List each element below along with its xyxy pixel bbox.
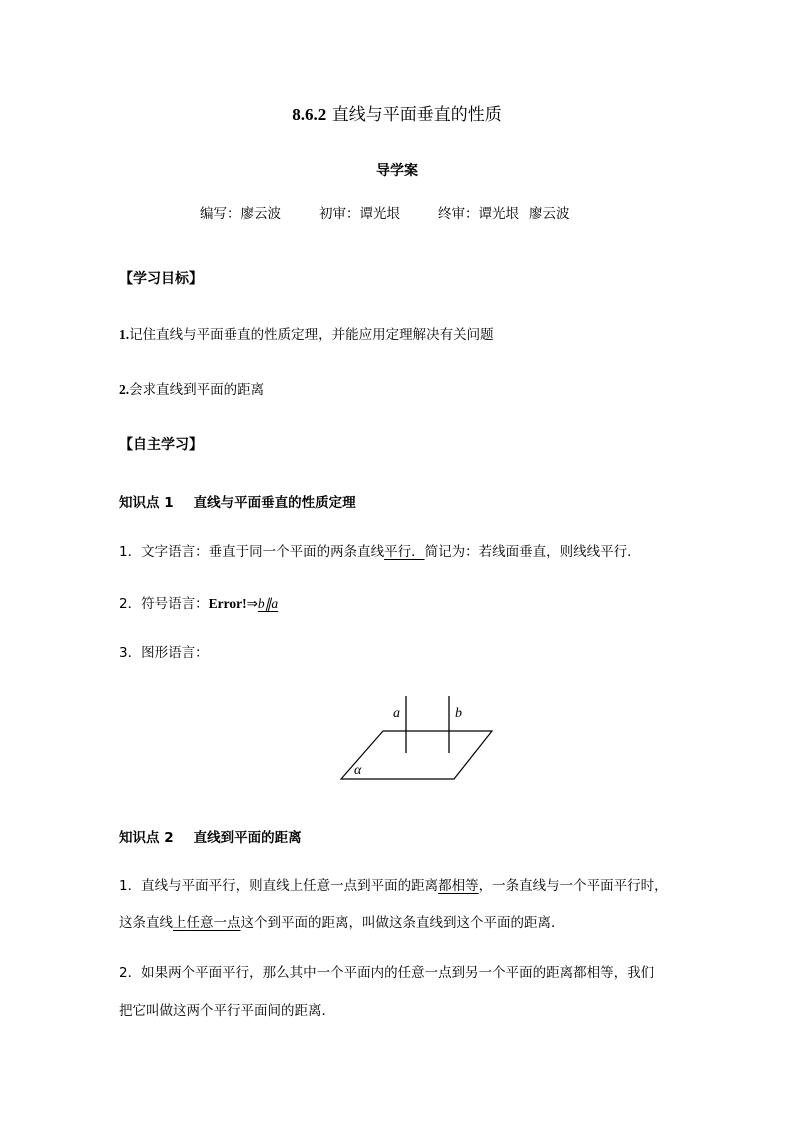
kp2-label: 知识点 2 xyxy=(119,830,174,846)
author-writer: 编写：廖云波 xyxy=(200,206,281,222)
kp1-heading xyxy=(119,497,356,511)
kp1-label: 知识点 1 xyxy=(119,495,174,511)
kp1-line1-suffix: 简记为：若线面垂直，则线线平行． xyxy=(424,544,641,560)
kp2-p2-line2: 把它叫做这两个平行平面间的距离． xyxy=(119,1003,335,1019)
kp1-line1-prefix: 1．文字语言：垂直于同一个平面的两条直线 xyxy=(119,544,385,560)
kp1-line2-error: Error! xyxy=(208,596,247,611)
author-reviewer: 初审：谭光垠 xyxy=(319,206,400,222)
plane-figure xyxy=(335,690,505,785)
page-title xyxy=(0,106,794,124)
kp1-line3: 3．图形语言： xyxy=(119,645,209,661)
kp2-p1-line2-suffix: 这个到平面的距离，叫做这条直线到这个平面的距离． xyxy=(240,915,565,931)
authors-line xyxy=(200,208,570,222)
goals-heading: 【学习目标】 xyxy=(119,271,203,287)
kp2-p1-line2 xyxy=(119,917,565,931)
kp1-line2 xyxy=(119,597,278,612)
author-final: 终审：谭光垠 xyxy=(438,206,519,222)
kp2-p1-blank1: 都相等 xyxy=(438,878,479,894)
kp2-p1-mid: ，一条直线与一个平面平行时， xyxy=(478,878,668,894)
plane-alpha-shape xyxy=(341,731,492,779)
label-alpha: α xyxy=(354,763,362,778)
goal-item-2-num: 2. xyxy=(119,382,130,397)
kp2-p1-line1 xyxy=(119,880,668,894)
kp1-line1 xyxy=(119,546,641,560)
title-number: 8.6.2 xyxy=(292,105,327,124)
kp2-p1-blank2: 上任意一点 xyxy=(173,915,241,931)
kp1-line2-arrow: ⇒ xyxy=(246,596,258,612)
kp2-p1-line2-prefix: 这条直线 xyxy=(119,915,173,931)
goal-item-1 xyxy=(119,328,494,343)
kp2-p1-prefix: 1．直线与平面平行，则直线上任意一点到平面的距离 xyxy=(119,878,439,894)
goal-item-2-text: 会求直线到平面的距离 xyxy=(129,382,265,398)
goal-item-1-num: 1. xyxy=(119,327,130,342)
kp2-title: 直线到平面的距离 xyxy=(193,830,302,846)
title-text: 直线与平面垂直的性质 xyxy=(326,105,502,125)
goal-item-1-text: 记住直线与平面垂直的性质定理，并能应用定理解决有关问题 xyxy=(129,327,494,343)
kp1-line2-prefix: 2．符号语言： xyxy=(119,596,209,612)
page-subtitle: 导学案 xyxy=(376,163,418,179)
kp2-p2-line1: 2．如果两个平面平行，那么其中一个平面内的任意一点到另一个平面的距离都相等，我们 xyxy=(119,965,655,981)
label-a: a xyxy=(393,706,400,721)
kp1-line1-blank: 平行． xyxy=(384,544,425,560)
author-final-second: 廖云波 xyxy=(529,206,570,222)
kp2-heading xyxy=(119,832,302,846)
kp1-title: 直线与平面垂直的性质定理 xyxy=(193,495,356,511)
kp1-line2-blank: b∥a xyxy=(257,596,279,611)
goal-item-2 xyxy=(119,383,264,398)
self-study-heading: 【自主学习】 xyxy=(119,437,203,453)
label-b: b xyxy=(455,706,462,721)
